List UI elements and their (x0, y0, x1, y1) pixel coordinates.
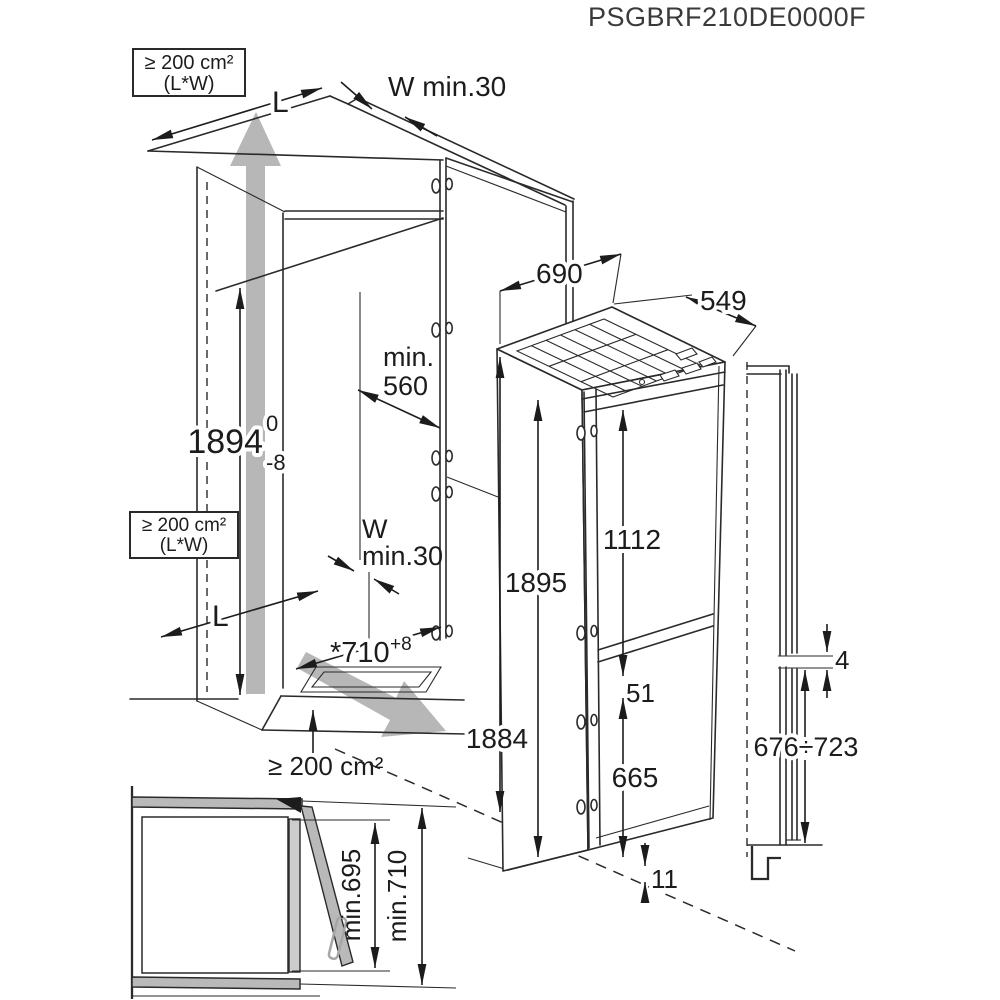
plinth-depth-tol: +8 (390, 634, 412, 655)
length-bottom-label: L (212, 600, 229, 633)
vent-area-mid-formula: (L*W) (159, 535, 209, 556)
door-open-min-inner: min.695 (336, 848, 366, 942)
appliance-front-plan (289, 819, 300, 972)
door-open-min-outer: min.710 (382, 849, 412, 943)
upper-door-height: 1112 (602, 524, 662, 555)
appliance-side-face (497, 349, 588, 871)
appliance-top-depth: 549 (700, 285, 747, 316)
lower-panel-range: 676÷723 (753, 732, 859, 762)
niche-depth-value: 560 (383, 371, 429, 401)
niche-height-value: 1894 (187, 423, 263, 461)
panel-gap: 4 (835, 645, 850, 675)
cabinet-bottom-panel-plan (132, 977, 300, 989)
vent-area-mid-label: ≥ 200 cm² (141, 515, 227, 536)
wall-thickness-bottom-w: W (362, 514, 388, 544)
door-gap: 51 (626, 678, 655, 708)
wall-thickness-top-label: W min.30 (388, 71, 507, 102)
wall-thickness-bottom-min: min.30 (362, 541, 444, 571)
vent-area-top-label: ≥ 200 cm² (144, 52, 234, 74)
length-top-label: L (272, 86, 289, 119)
appliance-body-plan (142, 817, 288, 973)
product-code: PSGBRF210DE0000F (588, 2, 867, 32)
appliance-top-width: 690 (536, 258, 583, 289)
niche-height-tol-upper: 0 (266, 411, 279, 436)
niche-height-tol-lower: -8 (266, 450, 286, 475)
niche-depth-prefix: min. (383, 342, 435, 372)
plinth-depth-value: *710 (330, 637, 390, 669)
bottom-clearance: 11 (651, 864, 678, 894)
height-from-floor: 1884 (465, 723, 529, 754)
vent-area-top-formula: (L*W) (163, 73, 215, 95)
vent-area-bottom-label: ≥ 200 cm² (268, 751, 384, 781)
appliance-height: 1895 (504, 567, 568, 598)
lower-door-height: 665 (611, 762, 659, 793)
cabinet-top-panel-plan (132, 797, 302, 809)
